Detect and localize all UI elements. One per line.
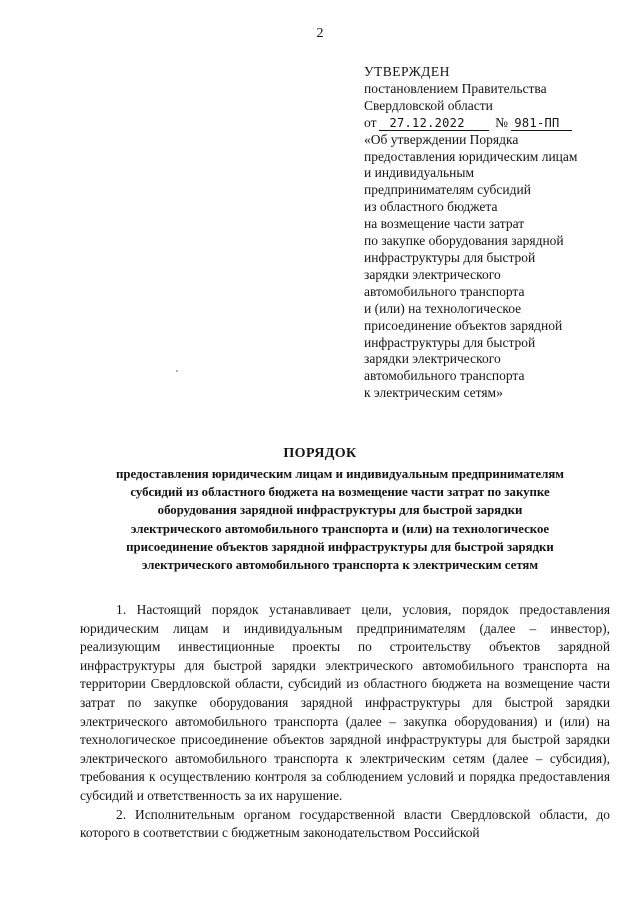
decree-about-line: «Об утверждении Порядка — [364, 131, 519, 147]
approval-stamp — [364, 64, 624, 402]
decree-date-number-line — [364, 115, 624, 132]
number-label: № — [495, 114, 508, 130]
from-label: от — [364, 114, 377, 130]
document-title: ПОРЯДОК — [283, 446, 357, 461]
decree-about-line: предпринимателям субсидий — [364, 182, 531, 198]
decree-about-line: из областного бюджета — [364, 199, 498, 215]
decree-about-line: предоставления юридическим лицам — [364, 148, 578, 164]
subtitle-line: субсидий из областного бюджета на возмещение части затрат по закупке — [130, 485, 550, 500]
decree-number: 981-ПП — [511, 117, 571, 131]
subtitle-line: электрического автомобильного транспорта к электрическим сетям — [141, 558, 539, 573]
document-body — [80, 601, 610, 843]
subtitle-line: электрического автомобильного транспорта и (или) на технологическое — [130, 521, 550, 536]
subtitle-line: предоставления юридическим лицам и индивидуальным предпринимателям — [115, 467, 565, 481]
subtitle-line: присоединение объектов зарядной инфраструктуры для быстрой зарядки — [126, 539, 554, 554]
decree-about-line: и (или) на технологическое — [364, 300, 522, 316]
decree-about-line: на возмещение части затрат — [364, 216, 525, 232]
decree-about-line: к электрическим сетям» — [364, 385, 503, 401]
approved-by-line-2: Свердловской области — [364, 97, 493, 113]
decree-date: 27.12.2022 — [379, 117, 488, 131]
approved-heading: УТВЕРЖДЕН — [364, 64, 450, 79]
subtitle-line: оборудования зарядной инфраструктуры для быстрой зарядки — [157, 503, 523, 518]
decree-about-line: присоединение объектов зарядной — [364, 317, 563, 333]
decree-about-line: инфраструктуры для быстрой — [364, 334, 536, 350]
decree-about-line: инфраструктуры для быстрой — [364, 249, 536, 265]
decree-about — [364, 132, 624, 403]
paragraph-1: 1. Настоящий порядок устанавливает цели, условия, порядок предоставления юридическим лицам и индивидуальным предпринимателям (далее – инвестор), реализующим инвестиционные проекты по строительству объектов зарядной инфраструктуры для быстрой зарядки электрического автомобильного транспорта на территории Свердловской области, субсидий из областного бюджета на возмещение части затрат по закупке оборудования зарядной инфраструктуры для быстрой зарядки электрического автомобильного транспорта (далее – закупка оборудования) и (или) на технологическое присоединение объектов зарядной инфраструктуры для быстрой зарядки электрического автомобильного транспорта к электрическим сетям (далее – субсидия), требования к осуществлению контроля за соблюдением условий и порядка предоставления субсидий и ответственность за их нарушение. — [80, 602, 610, 803]
scan-speck — [176, 370, 178, 372]
paragraph-2: 2. Исполнительным органом государственной власти Свердловской области, до которого в соответствии с бюджетным законодательством Российской — [80, 806, 610, 841]
approved-by-line-1: постановлением Правительства — [364, 80, 547, 96]
decree-about-line: по закупке оборудования зарядной — [364, 233, 564, 249]
page-number: 2 — [316, 26, 324, 41]
decree-about-line: автомобильного транспорта — [364, 283, 525, 299]
decree-about-line: и индивидуальным — [364, 165, 475, 181]
decree-about-line: зарядки электрического — [364, 266, 501, 282]
document-subtitle — [60, 465, 620, 574]
decree-about-line: автомобильного транспорта — [364, 368, 525, 384]
decree-about-line: зарядки электрического — [364, 351, 501, 367]
